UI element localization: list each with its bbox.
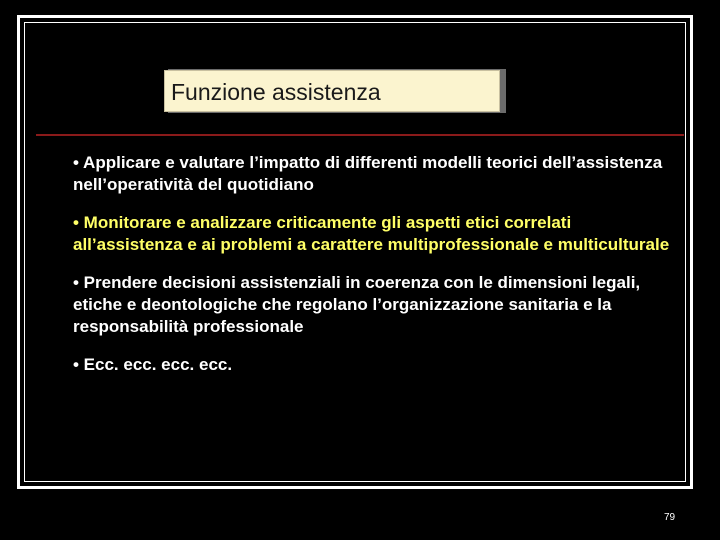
title-divider — [36, 134, 684, 136]
bullet-item: • Monitorare e analizzare criticamente gli aspetti etici correlati all’assistenza e ai problemi a carattere multiprofessionale e multiculturale — [73, 213, 670, 254]
bullet-item: • Applicare e valutare l’impatto di differenti modelli teorici dell’assistenza nell’operatività del quotidiano — [73, 153, 663, 194]
page-number: 79 — [664, 512, 676, 523]
slide-title: Funzione assistenza — [171, 79, 381, 105]
bullet-item: • Prendere decisioni assistenziali in coerenza con le dimensioni legali, etiche e deontologiche che regolano l’organizzazione sanitaria e la responsabilità professionale — [73, 273, 641, 336]
bullet-list — [73, 152, 673, 392]
bullet-item: • Ecc. ecc. ecc. ecc. — [73, 355, 233, 374]
title-box — [164, 70, 500, 112]
